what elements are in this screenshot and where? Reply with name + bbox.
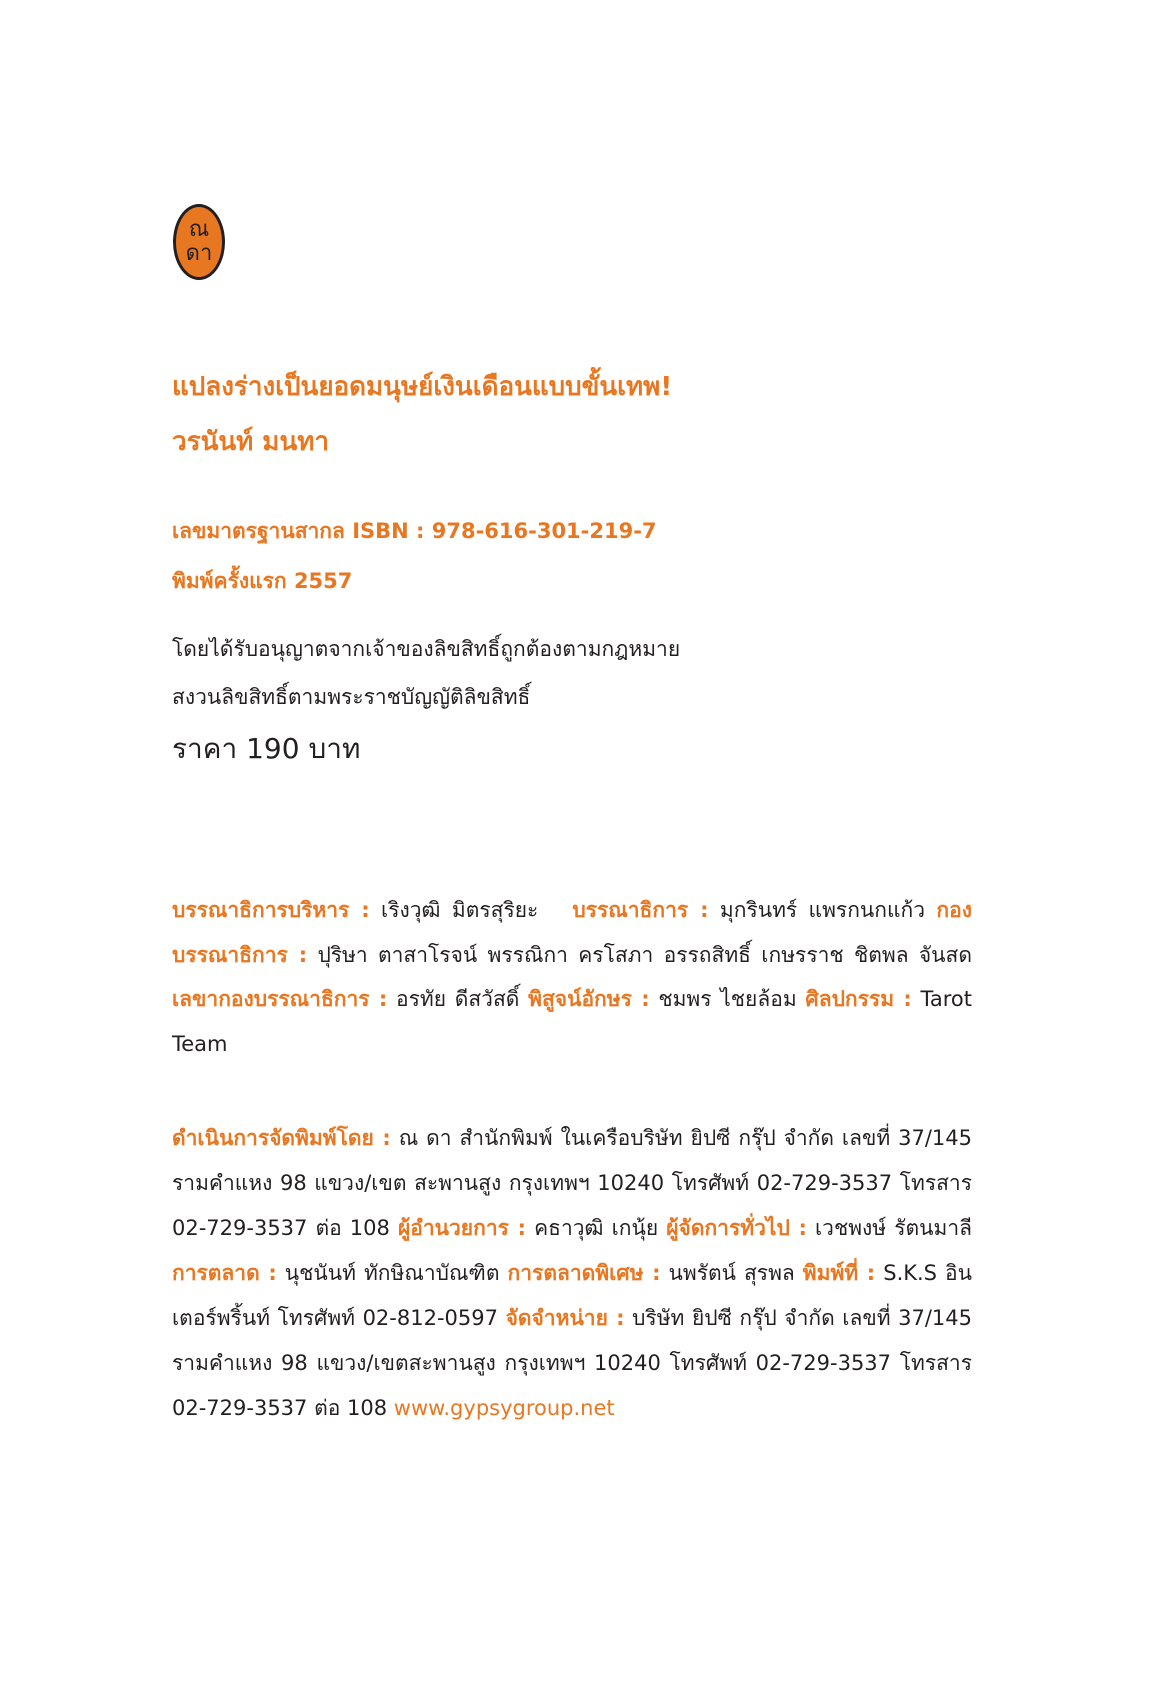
produced-by-label: ดำเนินการจัดพิมพ์โดย : [172,1126,391,1150]
special-marketing-label: การตลาดพิเศษ : [507,1261,661,1285]
marketing-label: การตลาด : [172,1261,277,1285]
publisher-logo [173,204,225,280]
logo-line-1: ณ [188,217,210,242]
editorial-board-label: กองบรรณาธิการ : [172,898,972,967]
book-title: แปลงร่างเป็นยอดมนุษย์เงินเดือนแบบขั้นเทพ! [172,372,673,402]
printer-label: พิมพ์ที่ : [802,1261,876,1285]
art: Tarot Team [172,987,972,1056]
book-author: วรนันท์ มนทา [172,427,329,457]
editorial-board: ปุริษา ตาสาโรจน์ พรรณิกา ครโสภา อรรถสิทธิ์ เกษรราช ชิตพล จันสด [317,942,972,967]
editor: มุกรินทร์ แพรกนกแก้ว [719,898,926,922]
rights-line-2: สงวนลิขสิทธิ์ตามพระราชบัญญัติลิขสิทธิ์ [172,685,531,709]
proofreader-label: พิสูจน์อักษร : [528,987,650,1011]
rights-line-1: โดยได้รับอนุญาตจากเจ้าของลิขสิทธิ์ถูกต้องตามกฎหมาย [172,637,681,661]
distributor: บริษัท ยิปซี กรุ๊ป จำกัด เลขที่ 37/145 รามคำแหง 98 แขวง/เขตสะพานสูง กรุงเทพฯ 10240 โทรศัพท์ 02-729-3537 โทรสาร 02-729-3537 ต่อ 108 [172,1306,972,1420]
secretary-label: เลขากองบรรณาธิการ : [172,987,388,1011]
director-label: ผู้อำนวยการ : [397,1216,527,1240]
editor-label: บรรณาธิการ : [572,898,709,922]
produced-by: ณ ดา สำนักพิมพ์ ในเครือบริษัท ยิปซี กรุ๊ป จำกัด เลขที่ 37/145 รามคำแหง 98 แขวง/เขต สะพานสูง กรุงเทพฯ 10240 โทรศัพท์ 02-729-3537 โทรสาร 02-729-3537 ต่อ 108 [172,1126,972,1240]
secretary: อรทัย ดีสวัสดิ์ [395,987,520,1011]
proofreader: ชมพร ไชยล้อม [658,987,797,1011]
distributor-label: จัดจำหน่าย : [505,1306,625,1330]
gm-label: ผู้จัดการทั่วไป : [666,1216,807,1240]
isbn: เลขมาตรฐานสากล ISBN : 978-616-301-219-7 [172,519,657,543]
logo-line-2: ดา [185,241,213,266]
credits-paragraph [172,888,972,1066]
price: ราคา 190 บาท [172,732,361,765]
managing-editor-label: บรรณาธิการบริหาร : [172,898,370,922]
imprint-paragraph [172,1116,972,1431]
edition: พิมพ์ครั้งแรก 2557 [172,569,353,593]
title-block [172,360,972,470]
printer: S.K.S อินเตอร์พริ้นท์ โทรศัพท์ 02-812-0597 [172,1261,972,1330]
art-label: ศิลปกรรม : [805,987,912,1011]
director: คธาวุฒิ เกนุ้ย [534,1216,659,1240]
gm: เวชพงษ์ รัตนมาลี [814,1216,972,1240]
managing-editor: เริงวุฒิ มิตรสุริยะ [381,898,539,922]
publication-info [172,506,972,606]
marketing: นุชนันท์ ทักษิณาบัณฑิต [284,1261,500,1285]
rights-block [172,625,972,777]
website-link[interactable]: www.gypsygroup.net [393,1396,615,1420]
special-marketing: นพรัตน์ สุรพล [668,1261,795,1285]
